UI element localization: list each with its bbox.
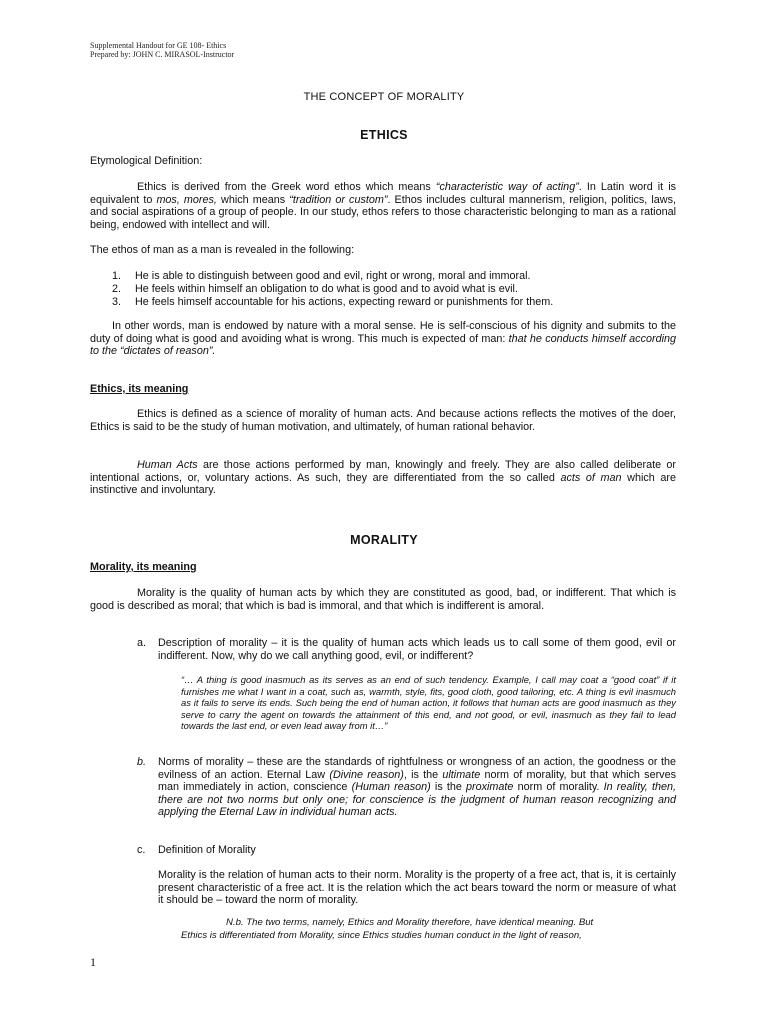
ethics-paragraph-1: Ethics is derived from the Greek word ethos which means “characteristic way of acting”. In Latin word it is equivalent to mos, mores, which means “tradition or custom”. Ethos includes cultural mannerism, religion, politics, laws, and social aspirations of a group of people. In our study, ethos refers to those characteristic belonging to man as a rational being, endowed with intellect and will. (90, 181, 677, 231)
ethics-heading: ETHICS (360, 128, 408, 142)
etymological-label: Etymological Definition: (90, 155, 203, 167)
block-quote: “… A thing is good inasmuch as its serves as an end of such tendency. Example, I call may coat a “good coat” if it furnishes me what I want in a coat, such as, warmth, style, fits, good cloth, good tailoring, etc. A thing is evil inasmuch as it fails to serve its ends. Such being the end of human action, it follows that human acts are good inasmuch as they serve to carry the agent on towards the attainment of this end, and not good, or evil, inasmuch as they fail to lead towards the last end, or even lead away from it…” (181, 674, 676, 732)
description-of-morality: Description of morality – it is the quality of human acts which leads us to call some of them good, evil or indifferent. Now, why do we call anything good, evil, or indifferent? (158, 637, 676, 662)
ethos-intro: The ethos of man as a man is revealed in the following: (90, 244, 355, 256)
ethics-meaning-subheading: Ethics, its meaning (90, 383, 189, 395)
item-a-marker: a. (137, 637, 147, 649)
item-c-marker: c. (137, 844, 146, 856)
definition-of-morality-text: Morality is the relation of human acts to their norm. Morality is the property of a free act, that is, it is certainly present characteristic of a free act. It is the relation which the act bears toward the norm or measure of what it should be – toward the norm of morality. (158, 869, 676, 907)
handout-header-line1: Supplemental Handout for GE 108- Ethics (90, 41, 227, 50)
morality-meaning-subheading: Morality, its meaning (90, 561, 197, 573)
morality-paragraph-1: Morality is the quality of human acts by which they are constituted as good, bad, or indifferent. That which is good is described as moral; that which is bad is immoral, and that which is indifferent is amoral. (90, 587, 676, 612)
definition-of-morality-label: Definition of Morality (158, 844, 256, 856)
nb-line-2: Ethics is differentiated from Morality, since Ethics studies human conduct in the light of reason, (181, 930, 582, 941)
ethics-paragraph-2: In other words, man is endowed by nature with a moral sense. He is self-conscious of his dignity and submits to the duty of doing what is good and avoiding what is wrong. This much is expected of man: that he conducts himself according to the “dictates of reason”. (90, 320, 676, 358)
document-title: THE CONCEPT OF MORALITY (303, 91, 465, 103)
ethics-meaning-paragraph-1: Ethics is defined as a science of morality of human acts. And because actions reflects the motives of the doer, Ethics is said to be the study of human motivation, and ultimately, of human rational behavior. (90, 408, 676, 433)
list-item: 1. He is able to distinguish between good and evil, right or wrong, moral and immoral. (112, 270, 531, 282)
page-number: 1 (90, 955, 96, 969)
handout-header-line2: Prepared by: JOHN C. MIRASOL-Instructor (90, 50, 235, 59)
ethics-meaning-paragraph-2: Human Acts are those actions performed by man, knowingly and freely. They are also called deliberate or intentional actions, or, voluntary actions. As such, they are differentiated from the so called acts of man which are instinctive and involuntary. (90, 459, 676, 497)
list-item: 2. He feels within himself an obligation to do what is good and to avoid what is evil. (112, 283, 518, 295)
nb-line-1: N.b. The two terms, namely, Ethics and Morality therefore, have identical meaning. But (226, 917, 594, 928)
item-b-marker: b. (137, 756, 147, 768)
norms-of-morality: Norms of morality – these are the standards of rightfulness or wrongness of an action, the goodness or the evilness of an action. Eternal Law (Divine reason), is the ultimate norm of morality, but that which serves man immediately in action, conscience (Human reason) is the proximate norm of morality. In reality, then, there are not two norms but only one; for conscience is the judgment of human reason recognizing and applying the Eternal Law in individual human acts. (158, 756, 676, 819)
list-item: 3. He feels himself accountable for his actions, expecting reward or punishments for them. (112, 296, 554, 308)
morality-heading: MORALITY (350, 533, 418, 547)
